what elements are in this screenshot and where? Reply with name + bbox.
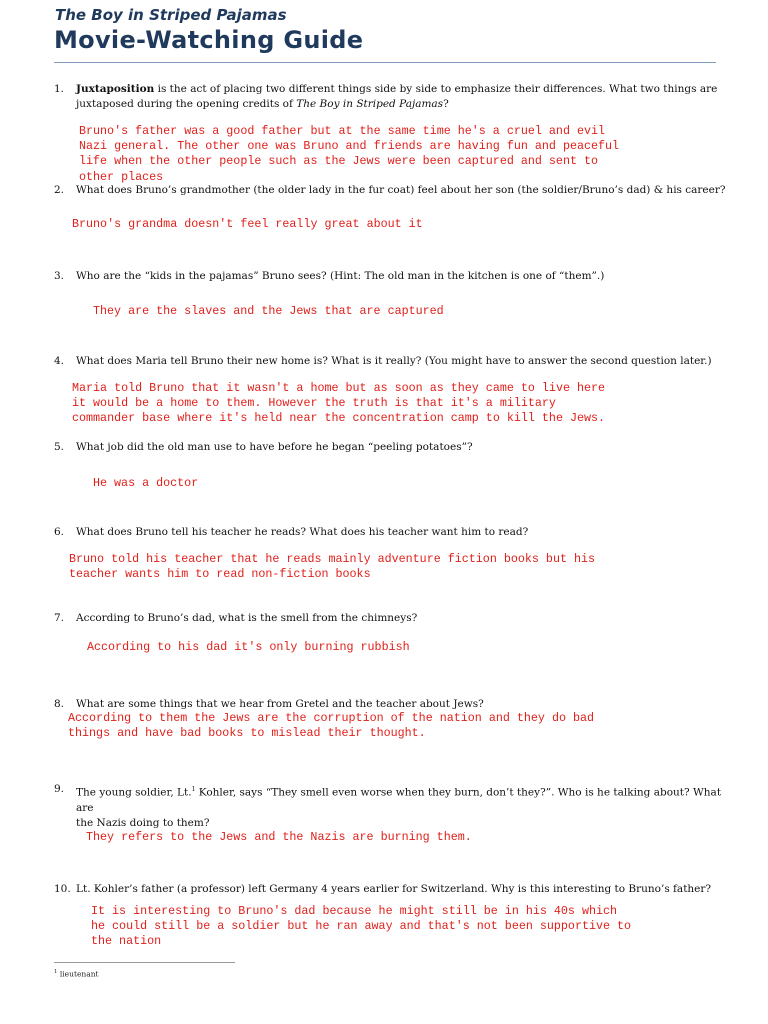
question-text: What does Bruno tell his teacher he reads? What does his teacher want him to read? [76,526,529,538]
answer-9: They refers to the Jews and the Nazis are burning them. [86,830,472,844]
answer-5: He was a doctor [93,476,199,490]
answer-4: Maria told Bruno that it wasn't a home but as soon as they came to live here it would be a home to them. However the truth is that it's a military commander base where it's held near the concentration camp to kill the Jews. [72,381,606,426]
answer-2: Bruno's grandma doesn't feel really great about it [72,217,423,231]
question-text: What job did the old man use to have before he began “peeling potatoes”? [76,441,473,453]
question-text: What does Bruno’s grandmother (the older lady in the fur coat) feel about her son (the soldier/Bruno’s dad) & his career? [76,184,726,196]
footnote: $^1$ lieutenant [54,969,99,979]
question-number: 3. [54,270,65,282]
answer-10: It is interesting to Bruno's dad because he might still be in his 40s which he could still be a soldier but he ran away and that's not been supportive to the nation [91,904,632,949]
question-text: According to Bruno’s dad, what is the smell from the chimneys? [76,612,418,624]
question-text: What does Maria tell Bruno their new home is? What is it really? (You might have to answer the second question later.) [76,355,712,367]
page-title: Movie-Watching Guide [54,26,364,54]
question-text: What are some things that we hear from Gretel and the teacher about Jews? [76,698,484,710]
question-number: 6. [54,526,65,538]
question-number: 1. [54,83,65,95]
question-text: Juxtaposition is the act of placing two different things side by side to emphasize their differences. What two things are juxtaposed during the opening credits of The Boy in Striped Pajamas? [76,83,718,110]
question-text: Who are the “kids in the pajamas” Bruno sees? (Hint: The old man in the kitchen is one of “them”.) [76,270,605,282]
question-number: 9. [54,783,65,795]
title-rule [54,62,716,63]
document-subtitle: The Boy in Striped Pajamas [55,6,287,24]
answer-8: According to them the Jews are the corruption of the nation and they do bad things and have bad books to mislead their thought. [68,711,595,741]
question-number: 2. [54,184,65,196]
question-number: 10. [54,883,71,895]
answer-3: They are the slaves and the Jews that are captured [93,304,444,318]
question-text: Lt. Kohler’s father (a professor) left Germany 4 years earlier for Switzerland. Why is this interesting to Bruno’s father? [76,883,712,895]
question-number: 4. [54,355,65,367]
question-number: 7. [54,612,65,624]
question-number: 5. [54,441,65,453]
question-number: 8. [54,698,65,710]
answer-6: Bruno told his teacher that he reads mainly adventure fiction books but his teacher wants him to read non-fiction books [69,552,596,582]
answer-1: Bruno's father was a good father but at the same time he's a cruel and evil Nazi general. The other one was Bruno and friends are having fun and peaceful life when the other people such as the Jews were been captured and sent to other places [79,124,620,184]
answer-7: According to his dad it's only burning rubbish [87,640,410,654]
question-text: The young soldier, Lt.$^1$ Kohler, says “They smell even worse when they burn, don’t they?”. Who is he talking about? What are the Nazis doing to them? [76,786,722,829]
footnote-rule [54,962,235,963]
